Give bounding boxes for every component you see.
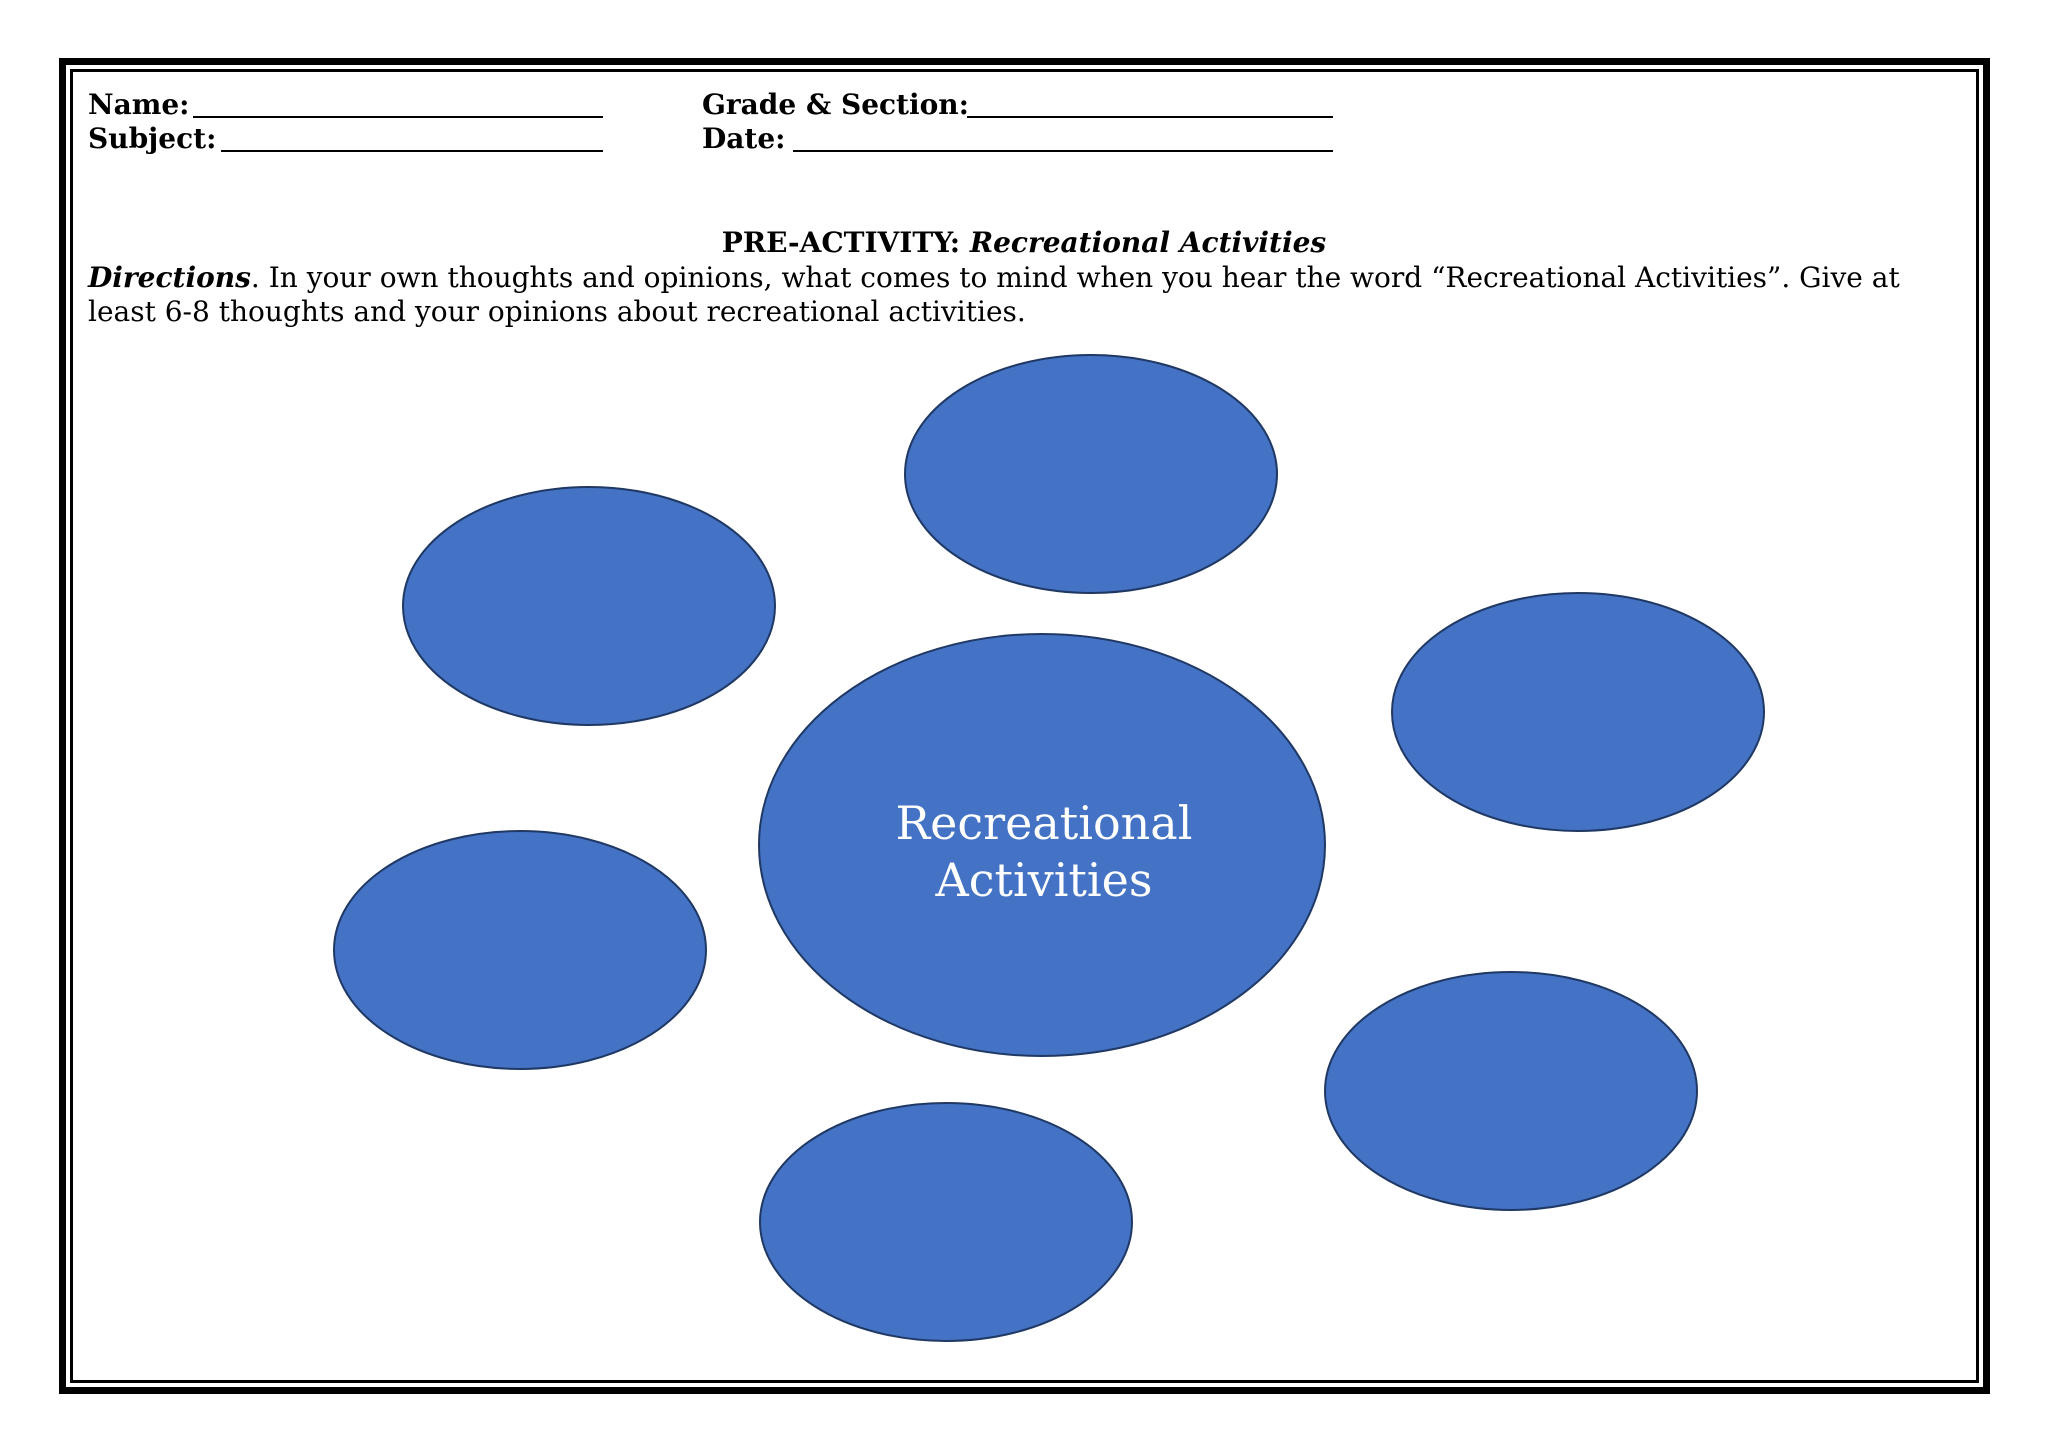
directions-text: . In your own thoughts and opinions, what comes to mind when you hear the word “Recreational Activities”. Give at least 6-8 thoughts and your opinions about recreational activities. [88, 261, 1900, 328]
center-label-line2: Activities [935, 853, 1153, 907]
thought-bubble-lower-right[interactable] [1325, 972, 1697, 1210]
thought-bubble-top[interactable] [905, 355, 1277, 593]
thought-bubble-upper-left[interactable] [403, 487, 775, 725]
activity-title-topic: Recreational Activities [969, 226, 1327, 259]
date-label: Date: [702, 122, 786, 155]
thought-bubble-left[interactable] [334, 831, 706, 1069]
name-label: Name: [88, 88, 190, 121]
thought-bubble-bottom[interactable] [760, 1103, 1132, 1341]
center-label-line1: Recreational [895, 796, 1193, 850]
directions-lead: Directions [88, 261, 251, 294]
grade-section-label: Grade & Section: [702, 88, 969, 121]
thought-bubble-right[interactable] [1392, 593, 1764, 831]
subject-label: Subject: [88, 122, 217, 155]
activity-title-prefix: PRE-ACTIVITY: [721, 226, 961, 259]
